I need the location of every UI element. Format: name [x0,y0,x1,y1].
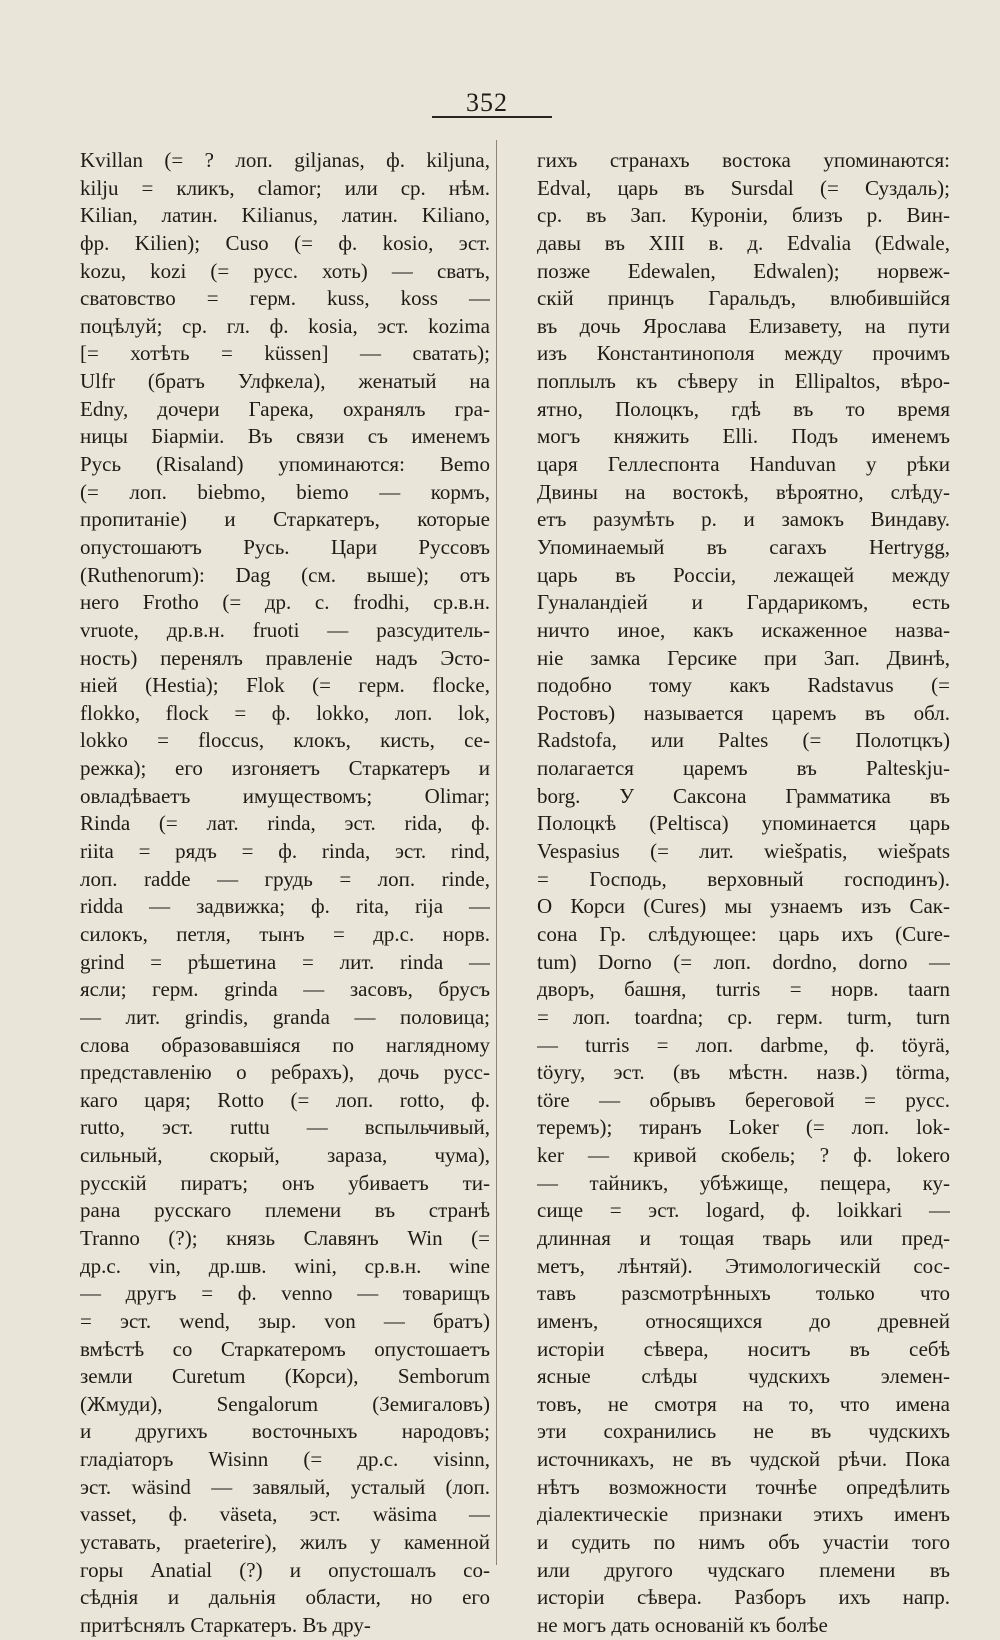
left-column-text-line: kozu, kozi (= русс. хоть) — сватъ, [80,258,490,283]
left-column-text-line: Kvillan (= ? лоп. giljanas, ф. kiljuna, [80,148,490,172]
left-column-text-line: представленію о ребрахъ), дочь русс- [80,1060,490,1085]
right-column-text-line: — тайникъ, убѣжище, пещера, ку- [537,1170,950,1195]
right-column-text-line: töyry, эст. (въ мѣстн. назв.) törma, [537,1060,950,1085]
left-column-text-line: Rinda (= лат. rinda, эст. rida, ф. [80,811,490,836]
left-column-text-line: овладѣваетъ имуществомъ; Olimar; [80,783,490,808]
left-column-text-line: вмѣстѣ со Старкатеромъ опустошаетъ [80,1336,490,1361]
right-column-text-line: Гуналандіей и Гардарикомъ, есть [537,590,950,615]
left-column-text-line: — другъ = ф. venno — товарищъ [80,1281,490,1306]
right-column-text-line: ясные слѣды чудскихъ элемен- [537,1364,950,1389]
right-column-text-line: Двины на востокѣ, вѣроятно, слѣду- [537,479,950,504]
left-column-text-line: поцѣлуй; ср. гл. ф. kosia, эст. kozima [80,313,490,338]
left-column-text-line: рана русскаго племени въ странѣ [80,1198,490,1223]
right-column-text-line: не могъ дать основаній къ болѣе [537,1612,828,1637]
right-column-text-line: исторіи сѣвера, носитъ въ себѣ [537,1336,950,1361]
left-column-text-line: сѣднія и дальнія области, но его [80,1585,490,1610]
right-column-text-line: ничто иное, какъ искаженное назва- [537,617,950,642]
left-column-text-line: Русь (Risaland) упоминаются: Bemo [80,452,490,477]
right-column-text-line: гихъ странахъ востока упоминаются: [537,148,950,172]
right-column-text-line: Vespasius (= лит. wiešpatis, wiešpats [537,839,950,864]
right-column-text-line: ніе замка Герсике при Зап. Двинѣ, [537,645,950,670]
right-column-text-line: сона Гр. слѣдующее: царь ихъ (Cure- [537,921,950,946]
left-column-text-line: др.с. vin, др.шв. wini, ср.в.н. wine [80,1253,490,1278]
right-column-text-line: О Корси (Cures) мы узнаемъ изъ Сак- [537,894,950,919]
left-column-text-line: земли Curetum (Корси), Semborum [80,1364,490,1389]
left-column-text-line: riita = рядъ = ф. rinda, эст. rind, [80,839,490,864]
header-rule [432,116,552,118]
right-column-text-line: діалектическіе признаки этихъ именъ [537,1502,950,1527]
left-column-text-line: ніей (Hestia); Flok (= герм. flocke, [80,673,490,698]
left-column-text-line: ясли; герм. grinda — засовъ, брусъ [80,977,490,1002]
left-column-text-line: Kilian, латин. Kilianus, латин. Kiliano, [80,203,490,228]
left-column-text-line: ность) перенялъ правленіе надъ Эсто- [80,645,490,670]
right-column-text-line: товъ, не смотря на то, что имена [537,1391,950,1416]
left-column-text-line: силокъ, петля, тынъ = др.с. норв. [80,921,490,946]
left-column-text-line: lokko = floccus, клокъ, кисть, се- [80,728,490,753]
column-divider [496,140,497,1565]
left-column-text-line: rutto, эст. ruttu — вспыльчивый, [80,1115,490,1140]
page-number: 352 [466,88,508,117]
left-column-text-line: уставать, praeterire), жилъ у каменной [80,1530,490,1555]
left-column-text-line: и другихъ восточныхъ народовъ; [80,1419,490,1444]
right-column-text-line: позже Edewalen, Edwalen); норвеж- [537,258,950,283]
right-column-text-line: эти сохранились не въ чудскихъ [537,1419,950,1444]
right-column-text-line: или другого чудскаго племени въ [537,1557,950,1582]
right-column [537,147,950,1640]
left-column-text-line: grind = рѣшетина = лит. rinda — [80,949,490,974]
left-column-text-line: фр. Kilien); Cuso (= ф. kosio, эст. [80,230,490,255]
right-column-text-line: tum) Dorno (= лоп. dordno, dorno — [537,949,950,974]
right-column-text-line: исторіи сѣвера. Разборъ ихъ напр. [537,1585,950,1610]
left-column-text-line: опустошаютъ Русь. Цари Руссовъ [80,534,490,559]
right-column-text-line: borg. У Саксона Грамматика въ [537,783,950,808]
right-column-text-line: тавъ разсмотрѣнныхъ только что [537,1281,950,1306]
right-column-text-line: царь въ Россіи, лежащей между [537,562,950,587]
right-column-text-line: источникахъ, не въ чудской рѣчи. Пока [537,1447,950,1472]
right-column-text-line: = Господь, верховный господинъ). [537,866,950,891]
right-column-text-line: именъ, относящихся до древней [537,1308,950,1333]
left-column-text-line: ницы Біарміи. Въ связи съ именемъ [80,424,490,449]
right-column-text-line: Edval, царь въ Sursdal (= Суздаль); [537,175,950,200]
left-column-text-line: (Ruthenorum): Dag (см. выше); отъ [80,562,490,587]
right-column-text-line: метъ, лѣнтяй). Этимологическій сос- [537,1253,950,1278]
right-column-text-line: = лоп. toardna; ср. герм. turm, turn [537,1004,950,1029]
right-column-text-line: нѣтъ возможности точнѣе опредѣлить [537,1474,950,1499]
left-column [80,147,490,1640]
right-column-text-line: дворъ, башня, turris = норв. taarn [537,977,950,1002]
left-column-text-line: — лит. grindis, granda — половица; [80,1004,490,1029]
left-column-text-line: гладіаторъ Wisinn (= др.с. visinn, [80,1447,490,1472]
right-column-text-line: давы въ XIII в. д. Edvalia (Edwale, [537,230,950,255]
right-column-text-line: царя Геллеспонта Handuvan у рѣки [537,452,950,477]
left-column-text-line: лоп. radde — грудь = лоп. rinde, [80,866,490,891]
right-column-text-line: скій принцъ Гаральдъ, влюбившійся [537,286,950,311]
left-column-text-line: flokko, flock = ф. lokko, лоп. lok, [80,700,490,725]
left-column-text-line: kilju = кликъ, clamor; или ср. нѣм. [80,175,490,200]
right-column-text-line: подобно тому какъ Radstavus (= [537,673,950,698]
left-column-text-line: ridda — задвижка; ф. rita, rija — [80,894,490,919]
left-column-text-line: слова образовавшіяся по наглядному [80,1032,490,1057]
left-column-text-line: Ulfr (братъ Улфкела), женатый на [80,369,490,394]
right-column-text-line: теремъ); тиранъ Loker (= лоп. lok- [537,1115,950,1140]
left-column-text-line: vruote, др.в.н. fruoti — разсудитель- [80,617,490,642]
page-header [0,72,1000,132]
right-column-text-line: поплылъ къ сѣверу in Ellipaltos, вѣро- [537,369,950,394]
left-column-text-line: каго царя; Rotto (= лоп. rotto, ф. [80,1087,490,1112]
left-column-text-line: Edny, дочери Гарека, охранялъ гра- [80,396,490,421]
right-column-text-line: изъ Константинополя между прочимъ [537,341,950,366]
left-column-text-line: притѣснялъ Старкатеръ. Въ дру- [80,1612,371,1637]
left-column-text-line: сватовство = герм. kuss, koss — [80,286,490,311]
left-column-text-line: русскій пиратъ; онъ убиваетъ ти- [80,1170,490,1195]
left-column-text-line: эст. wäsind — завялый, усталый (лоп. [80,1474,490,1499]
left-column-text-line: горы Anatial (?) и опустошалъ со- [80,1557,490,1582]
right-column-text-line: Упоминаемый въ сагахъ Hertrygg, [537,534,950,559]
right-column-text-line: — turris = лоп. darbme, ф. töyrä, [537,1032,950,1057]
right-column-text-line: полагается царемъ въ Palteskju- [537,756,950,781]
right-column-text-line: и судить по нимъ объ участіи того [537,1530,950,1555]
right-column-text-line: Полоцкѣ (Peltisca) упоминается царь [537,811,950,836]
left-column-text-line: него Frotho (= др. с. frodhi, ср.в.н. [80,590,490,615]
left-column-text-line: (= лоп. biebmo, biemo — кормъ, [80,479,490,504]
right-column-text-line: въ дочь Ярослава Елизавету, на пути [537,313,950,338]
right-column-text-line: Radstofa, или Paltes (= Полотцкъ) [537,728,950,753]
left-column-text-line: = эст. wend, зыр. von — братъ) [80,1308,490,1333]
right-column-text-line: ятно, Полоцкъ, гдѣ въ то время [537,396,950,421]
left-column-text-line: (Жмуди), Sengalorum (Земигаловъ) [80,1391,490,1416]
right-column-text-line: сище = эст. logard, ф. loikkari — [537,1198,950,1223]
left-column-text-line: [= хотѣть = küssen] — сватать); [80,341,490,366]
right-column-text-line: ср. въ Зап. Куроніи, близъ р. Вин- [537,203,950,228]
right-column-text-line: длинная и тощая тварь или пред- [537,1225,950,1250]
right-column-text-line: Ростовъ) называется царемъ въ обл. [537,700,950,725]
right-column-text-line: етъ разумѣть р. и замокъ Виндаву. [537,507,950,532]
left-column-text-line: пропитаніе) и Старкатеръ, которые [80,507,490,532]
right-column-text-line: töre — обрывъ береговой = русс. [537,1087,950,1112]
left-column-text-line: сильный, скорый, зараза, чума), [80,1143,490,1168]
right-column-text-line: могъ княжить Elli. Подъ именемъ [537,424,950,449]
left-column-text-line: Tranno (?); князь Славянъ Win (= [80,1225,490,1250]
left-column-text-line: режка); его изгоняетъ Старкатеръ и [80,756,490,781]
left-column-text-line: vasset, ф. väseta, эст. wäsima — [80,1502,490,1527]
right-column-text-line: ker — кривой скобель; ? ф. lokero [537,1143,950,1168]
